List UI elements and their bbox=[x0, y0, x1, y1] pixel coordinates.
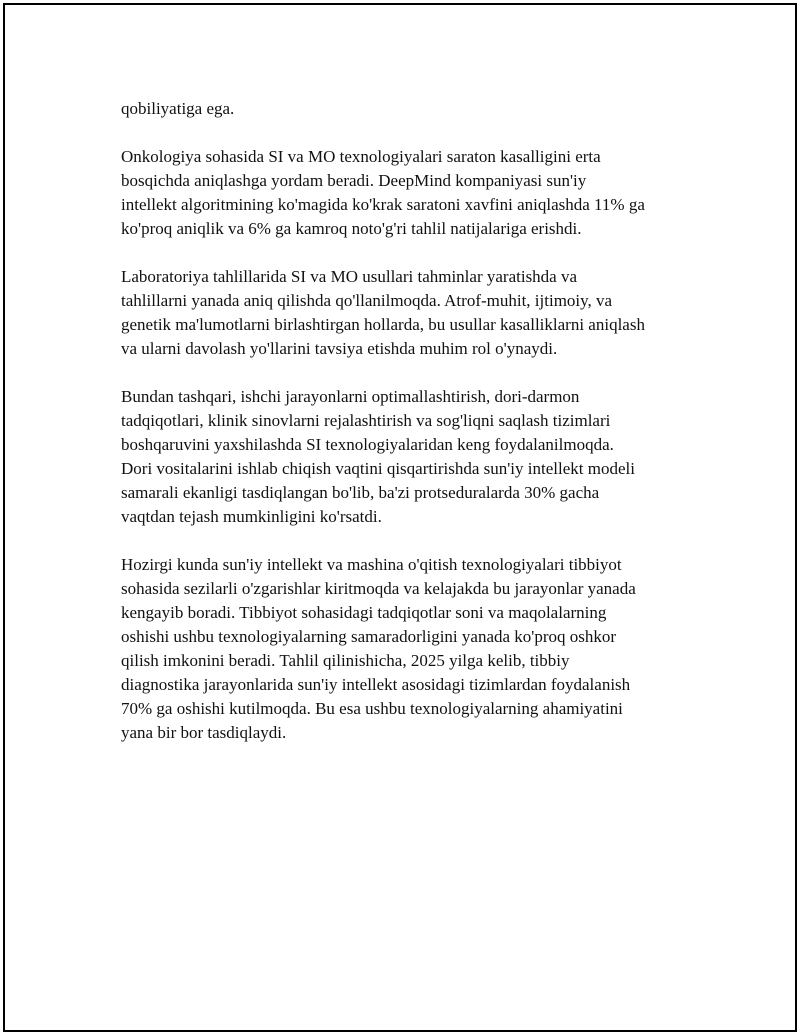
paragraph-continuation: qobiliyatiga ega. bbox=[121, 99, 235, 118]
paragraph-oncology: Onkologiya sohasida SI va MO texnologiyalari saraton kasalligini erta bosqichda aniqlashga yordam beradi. DeepMind kompaniyasi sun'iy intellekt algoritmining ko'magida ko'krak saratoni xavfini aniqlashda 11% ga ko'proq aniqlik va 6% ga kamroq noto'g'ri tahlil natijalariga erishdi. bbox=[121, 147, 645, 238]
paragraph-conclusion: Hozirgi kunda sun'iy intellekt va mashina o'qitish texnologiyalari tibbiyot sohasida sezilarli o'zgarishlar kiritmoqda va kelajakda bu jarayonlar yanada kengayib boradi. Tibbiyot sohasidagi tadqiqotlar soni va maqolalarning oshishi ushbu texnologiyalarning samaradorligini yanada ko'proq oshkor qilish imkonini beradi. Tahlil qilinishicha, 2025 yilga kelib, tibbiy diagnostika jarayonlarida sun'iy intellekt asosidagi tizimlardan foydalanish 70% ga oshishi kutilmoqda. Bu esa ushbu texnologiyalarning ahamiyatini yana bir bor tasdiqlaydi. bbox=[121, 555, 636, 742]
paragraph-laboratory: Laboratoriya tahlillarida SI va MO usullari tahminlar yaratishda va tahlillarni yanada aniq qilishda qo'llanilmoqda. Atrof-muhit, ijtimoiy, va genetik ma'lumotlarni birlashtirgan hollarda, bu usullar kasalliklarni aniqlash va ularni davolash yo'llarini tavsiya etishda muhim rol o'ynaydi. bbox=[121, 267, 645, 358]
page-frame bbox=[3, 3, 797, 1032]
paragraph-workflow: Bundan tashqari, ishchi jarayonlarni optimallashtirish, dori-darmon tadqiqotlari, klinik sinovlarni rejalashtirish va sog'liqni saqlash tizimlari boshqaruvini yaxshilashda SI texnologiyalaridan keng foydalanilmoqda. Dori vositalarini ishlab chiqish vaqtini qisqartirishda sun'iy intellekt modeli samarali ekanligi tasdiqlangan bo'lib, ba'zi protseduralarda 30% gacha vaqtdan tejash mumkinligini ko'rsatdi. bbox=[121, 387, 635, 526]
document-body bbox=[121, 97, 711, 769]
